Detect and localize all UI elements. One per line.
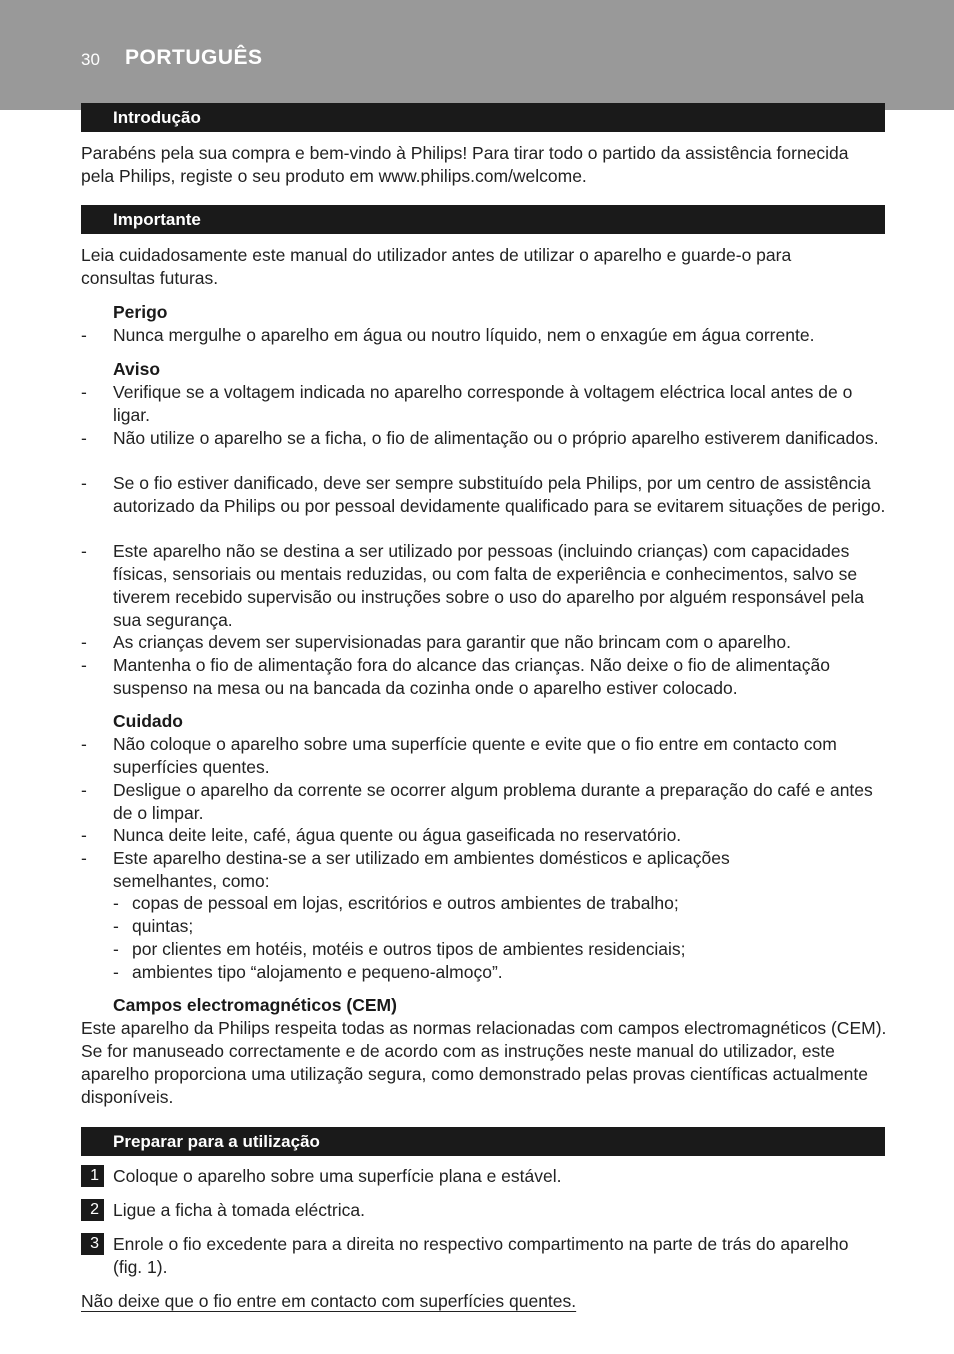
sublist-dash: - [113,916,119,936]
step-text: Ligue a ficha à tomada eléctrica. [113,1200,365,1220]
caution-title: Cuidado [113,711,183,731]
step-number: 1 [81,1165,104,1187]
warning-title: Aviso [113,359,161,379]
list-dash: - [81,473,87,493]
list-dash: - [81,632,87,652]
section-heading-prepare: Preparar para a utilização [81,1127,885,1156]
caution-subitem: ambientes tipo “alojamento e pequeno-almoço”. [132,962,503,982]
important-text: Leia cuidadosamente este manual do utilizador antes de utilizar o aparelho e guarde-o para consultas futuras. [81,245,792,288]
list-dash: - [81,382,87,402]
list-dash: - [81,780,87,800]
section-heading-important: Importante [81,205,885,234]
sublist-dash: - [113,939,119,959]
caution-subitem: copas de pessoal em lojas, escritórios e outros ambientes de trabalho; [132,893,679,913]
list-dash: - [81,825,87,845]
sublist-dash: - [113,962,119,982]
section-heading-intro: Introdução [81,103,885,132]
warning-item: Verifique se a voltagem indicada no aparelho corresponde à voltagem eléctrica local antes de o ligar. [113,382,853,425]
sublist-dash: - [113,893,119,913]
page-number: 30 [81,50,100,69]
warning-item: Não utilize o aparelho se a ficha, o fio de alimentação ou o próprio aparelho estiverem danificados. [113,428,879,448]
list-dash: - [81,655,87,675]
warning-item: As crianças devem ser supervisionadas para garantir que não brincam com o aparelho. [113,632,791,652]
list-dash: - [81,325,87,345]
warning-item: Se o fio estiver danificado, deve ser sempre substituído pela Philips, por um centro de assistência autorizado da Philips ou por pessoal devidamente qualificado para se evitarem situações de perigo. [113,473,886,516]
danger-item: Nunca mergulhe o aparelho em água ou noutro líquido, nem o enxagúe em água corrente. [113,325,815,345]
list-dash: - [81,541,87,561]
warning-item: Este aparelho não se destina a ser utilizado por pessoas (incluindo crianças) com capacidades físicas, sensoriais ou mentais reduzidas, ou com falta de experiência e conhecimentos, salvo se tiverem recebido supervisão ou instruções sobre o uso do aparelho por alguém responsável pela sua segurança. [113,541,864,630]
hot-surface-note: Não deixe que o fio entre em contacto com superfícies quentes. [81,1291,577,1311]
caution-item: Desligue o aparelho da corrente se ocorrer algum problema durante a preparação do café e antes de o limpar. [113,780,873,823]
caution-item: Este aparelho destina-se a ser utilizado em ambientes domésticos e aplicações semelhantes, como: [113,848,730,891]
step-number: 2 [81,1199,104,1221]
step-text: Coloque o aparelho sobre uma superfície plana e estável. [113,1166,562,1186]
list-dash: - [81,428,87,448]
caution-subitem: por clientes em hotéis, motéis e outros tipos de ambientes residenciais; [132,939,686,959]
emf-text: Este aparelho da Philips respeita todas as normas relacionadas com campos electromagnéticos (CEM). Se for manuseado correctamente e de acordo com as instruções neste manual do utilizador, este aparelho proporciona uma utilização segura, como demonstrado pelas provas científicas actualmente disponíveis. [81,1018,887,1107]
caution-item: Nunca deite leite, café, água quente ou água gaseificada no reservatório. [113,825,682,845]
step-text: Enrole o fio excedente para a direita no respectivo compartimento na parte de trás do aparelho (fig. 1). [113,1234,849,1277]
list-dash: - [81,848,87,868]
language-title: PORTUGUÊS [125,46,263,69]
step-number: 3 [81,1233,104,1255]
list-dash: - [81,734,87,754]
emf-title: Campos electromagnéticos (CEM) [113,995,397,1015]
warning-item: Mantenha o fio de alimentação fora do alcance das crianças. Não deixe o fio de alimentação suspenso na mesa ou na bancada da cozinha onde o aparelho estiver colocado. [113,655,830,698]
caution-subitem: quintas; [132,916,194,936]
danger-title: Perigo [113,302,168,322]
caution-item: Não coloque o aparelho sobre uma superfície quente e evite que o fio entre em contacto com superfícies quentes. [113,734,837,777]
intro-text: Parabéns pela sua compra e bem-vindo à Philips! Para tirar todo o partido da assistência fornecida pela Philips, registe o seu produto em www.philips.com/welcome. [81,143,849,186]
